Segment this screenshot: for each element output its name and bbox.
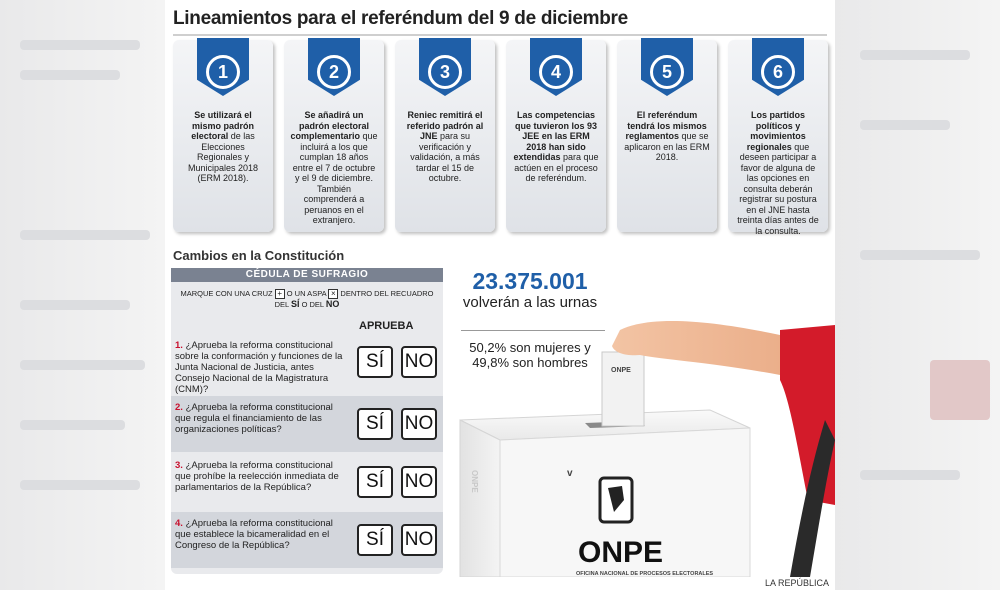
page-title: Lineamientos para el referéndum del 9 de diciembre (173, 8, 628, 29)
voters-count: 23.375.001 (472, 268, 588, 294)
guideline-text: Se utilizará el mismo padrón electoral de las Elecciones Regionales y Municipales 2018 (ERM 2018). (187, 110, 259, 183)
ballot (171, 268, 443, 574)
credit-text: LA REPÚBLICA (764, 578, 829, 588)
title-divider (173, 34, 827, 36)
guideline-text: El referéndum tendrá los mismos reglamentos que se aplicaron en las ERM 2018. (624, 110, 710, 162)
guideline-number: 1 (206, 55, 240, 89)
guideline-card-4 (506, 40, 606, 232)
yes-box[interactable]: SÍ (357, 524, 393, 556)
ballot-slip (602, 352, 644, 426)
instr-si: SÍ (290, 299, 300, 310)
v-mark: v (567, 468, 573, 479)
guideline-text: Reniec remitirá el referido padrón al JNE para su verificación y validación, a más tardar el 15 de octubre. (406, 110, 484, 183)
instr-text-4: DEL (274, 300, 289, 310)
ballot-question-row (171, 454, 443, 510)
guideline-text: Los partidos políticos y movimientos regionales que deseen participar a favor de alguna de las opciones en consulta deberán registrar su postura en el JNE hasta treinta días antes de la consulta. (737, 110, 819, 236)
question-text: 2. ¿Aprueba la reforma constitucional que regula el financiamiento de las organizaciones políticas? (175, 402, 333, 435)
guideline-card-6 (728, 40, 828, 236)
cross-mark-box: + (275, 289, 285, 299)
guideline-number: 3 (428, 55, 462, 89)
question-text: 3. ¿Aprueba la reforma constitucional que prohíbe la reelección inmediata de parlamentarios de la República? (175, 460, 339, 493)
guideline-number: 5 (650, 55, 684, 89)
guideline-card-5 (617, 40, 717, 232)
section-title: Cambios en la Constitución (173, 248, 345, 263)
guideline-text: Las competencias que tuvieron los 93 JEE en las ERM 2018 han sido extendidas para que actúen en el proceso de referéndum. (513, 110, 599, 183)
guideline-card-1 (173, 40, 273, 232)
ballot-question-row (171, 512, 443, 568)
no-box[interactable]: NO (401, 408, 437, 440)
yes-box[interactable]: SÍ (357, 466, 393, 498)
ballot-box-illustration (450, 300, 835, 577)
ballot-header: CÉDULA DE SUFRAGIO (171, 268, 443, 282)
infographic-panel (165, 0, 835, 590)
guideline-text: Se añadirá un padrón electoral complementario que incluirá a los que cumplan 18 años entre el 7 de octubre y el 9 de diciembre. También comprenderá a peruanos en el extranjero. (290, 110, 378, 225)
yes-box[interactable]: SÍ (357, 346, 393, 378)
question-text: 4. ¿Aprueba la reforma constitucional que establece la bicameralidad en el Congreso de la República? (175, 518, 333, 551)
ballot-instructions (171, 288, 443, 310)
instr-text-3: DENTRO DEL RECUADRO (340, 289, 434, 298)
guideline-card-3 (395, 40, 495, 232)
guideline-number: 2 (317, 55, 351, 89)
no-box[interactable]: NO (401, 466, 437, 498)
side-brand: ONPE (470, 470, 479, 493)
slip-brand: ONPE (611, 367, 631, 374)
ballot-question-row (171, 396, 443, 452)
gender-split: 50,2% son mujeres y 49,8% son hombres (469, 340, 591, 370)
approve-column-label: APRUEBA (359, 320, 414, 332)
guideline-number: 6 (761, 55, 795, 89)
yes-box[interactable]: SÍ (357, 408, 393, 440)
onpe-brand-text: ONPE (578, 536, 664, 569)
ballot-question-row (171, 334, 443, 395)
no-box[interactable]: NO (401, 524, 437, 556)
question-text: 1. ¿Aprueba la reforma constitucional sobre la conformación y funciones de la Junta Nacional de Justicia, antes Consejo Nacional de la Magistratura (CNM)? (175, 340, 343, 395)
left-blurred-background (0, 0, 165, 590)
instr-text-2: O UN ASPA (286, 289, 327, 298)
instr-text-5: O DEL (301, 300, 324, 310)
guidelines-cards (173, 40, 827, 235)
instr-text-1: MARQUE CON UNA CRUZ (180, 289, 273, 298)
guideline-number: 4 (539, 55, 573, 89)
guideline-card-2 (284, 40, 384, 232)
voters-caption: volverán a las urnas (462, 294, 598, 311)
right-blurred-background (835, 0, 1000, 590)
x-mark-box: × (328, 289, 338, 299)
no-box[interactable]: NO (401, 346, 437, 378)
instr-no: NO (325, 299, 340, 310)
onpe-subtitle: OFICINA NACIONAL DE PROCESOS ELECTORALES (576, 571, 714, 577)
